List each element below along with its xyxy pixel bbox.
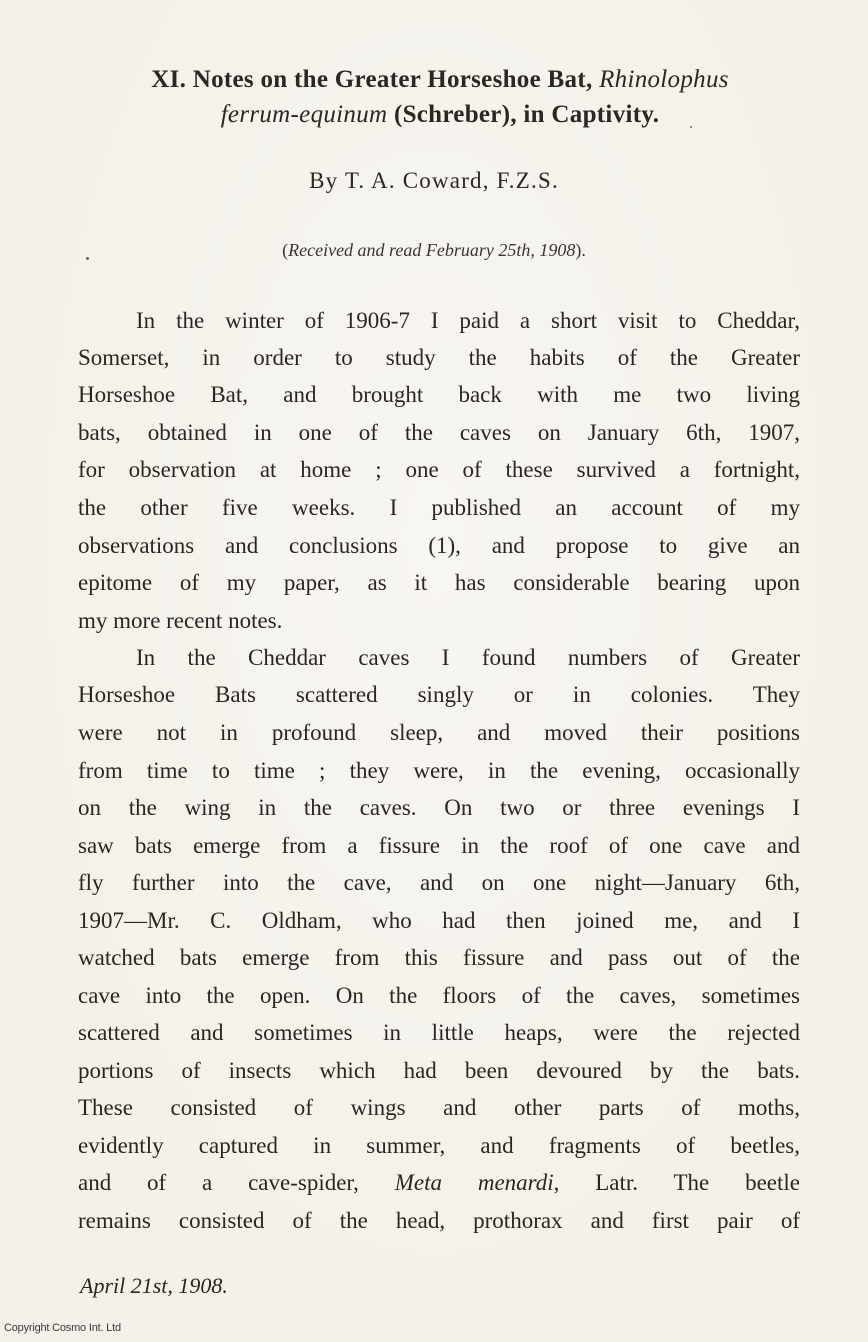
body-line-with-species: and of a cave-spider, Meta menardi, Latr. The beetle xyxy=(78,1170,800,1195)
body-line: In the winter of 1906-7 I paid a short visit to Cheddar, xyxy=(136,308,800,333)
body-line: 1907—Mr. C. Oldham, who had then joined me, and I xyxy=(78,908,800,933)
spider-species-name: Meta menardi xyxy=(394,1170,554,1195)
article-title-line-2 xyxy=(60,97,820,133)
title-rest: (Schreber), in Captivity. xyxy=(393,101,660,128)
body-line: epitome of my paper, as it has considerable bearing upon xyxy=(78,570,800,595)
body-line: remains consisted of the head, prothorax and first pair of xyxy=(78,1208,800,1233)
received-date: (Received and read February 25th, 1908). xyxy=(282,240,586,260)
article-title-line-1 xyxy=(60,62,820,98)
body-line: watched bats emerge from this fissure and pass out of the xyxy=(78,945,800,970)
body-line: for observation at home ; one of these survived a fortnight, xyxy=(78,457,800,482)
body-line: on the wing in the caves. On two or three evenings I xyxy=(78,795,800,820)
footer-date: April 21st, 1908. xyxy=(80,1273,228,1298)
section-number: XI. xyxy=(151,66,187,93)
body-line: saw bats emerge from a fissure in the roof of one cave and xyxy=(78,833,800,858)
body-line: Horseshoe Bat, and brought back with me two living xyxy=(78,382,800,407)
body-line: evidently captured in summer, and fragments of beetles, xyxy=(78,1133,800,1158)
body-line: scattered and sometimes in little heaps, were the rejected xyxy=(78,1020,800,1045)
body-line: the other five weeks. I published an account of my xyxy=(78,495,800,520)
body-line: observations and conclusions (1), and propose to give an xyxy=(78,533,800,558)
body-line: In the Cheddar caves I found numbers of Greater xyxy=(136,645,800,670)
author-byline: By T. A. Coward, F.Z.S. xyxy=(309,168,559,193)
body-line: Somerset, in order to study the habits of the Greater xyxy=(78,345,800,370)
body-line: bats, obtained in one of the caves on January 6th, 1907, xyxy=(78,420,800,445)
title-text: Notes on the Greater Horseshoe Bat, xyxy=(192,66,593,93)
body-line: These consisted of wings and other parts of moths, xyxy=(78,1095,800,1120)
genus-name: Rhinolophus xyxy=(599,66,729,93)
body-line: my more recent notes. xyxy=(78,608,283,633)
body-line: portions of insects which had been devoured by the bats. xyxy=(78,1058,800,1083)
body-line: were not in profound sleep, and moved their positions xyxy=(78,720,800,745)
body-line: fly further into the cave, and on one night—January 6th, xyxy=(78,870,800,895)
body-line: from time to time ; they were, in the evening, occasionally xyxy=(78,758,800,783)
print-speck xyxy=(690,126,692,128)
body-line: cave into the open. On the floors of the caves, sometimes xyxy=(78,983,800,1008)
species-name: ferrum-equinum xyxy=(220,101,388,128)
print-speck xyxy=(86,257,89,260)
copyright-watermark: Copyright Cosmo Int. Ltd xyxy=(4,1322,121,1334)
body-line: Horseshoe Bats scattered singly or in colonies. They xyxy=(78,682,800,707)
